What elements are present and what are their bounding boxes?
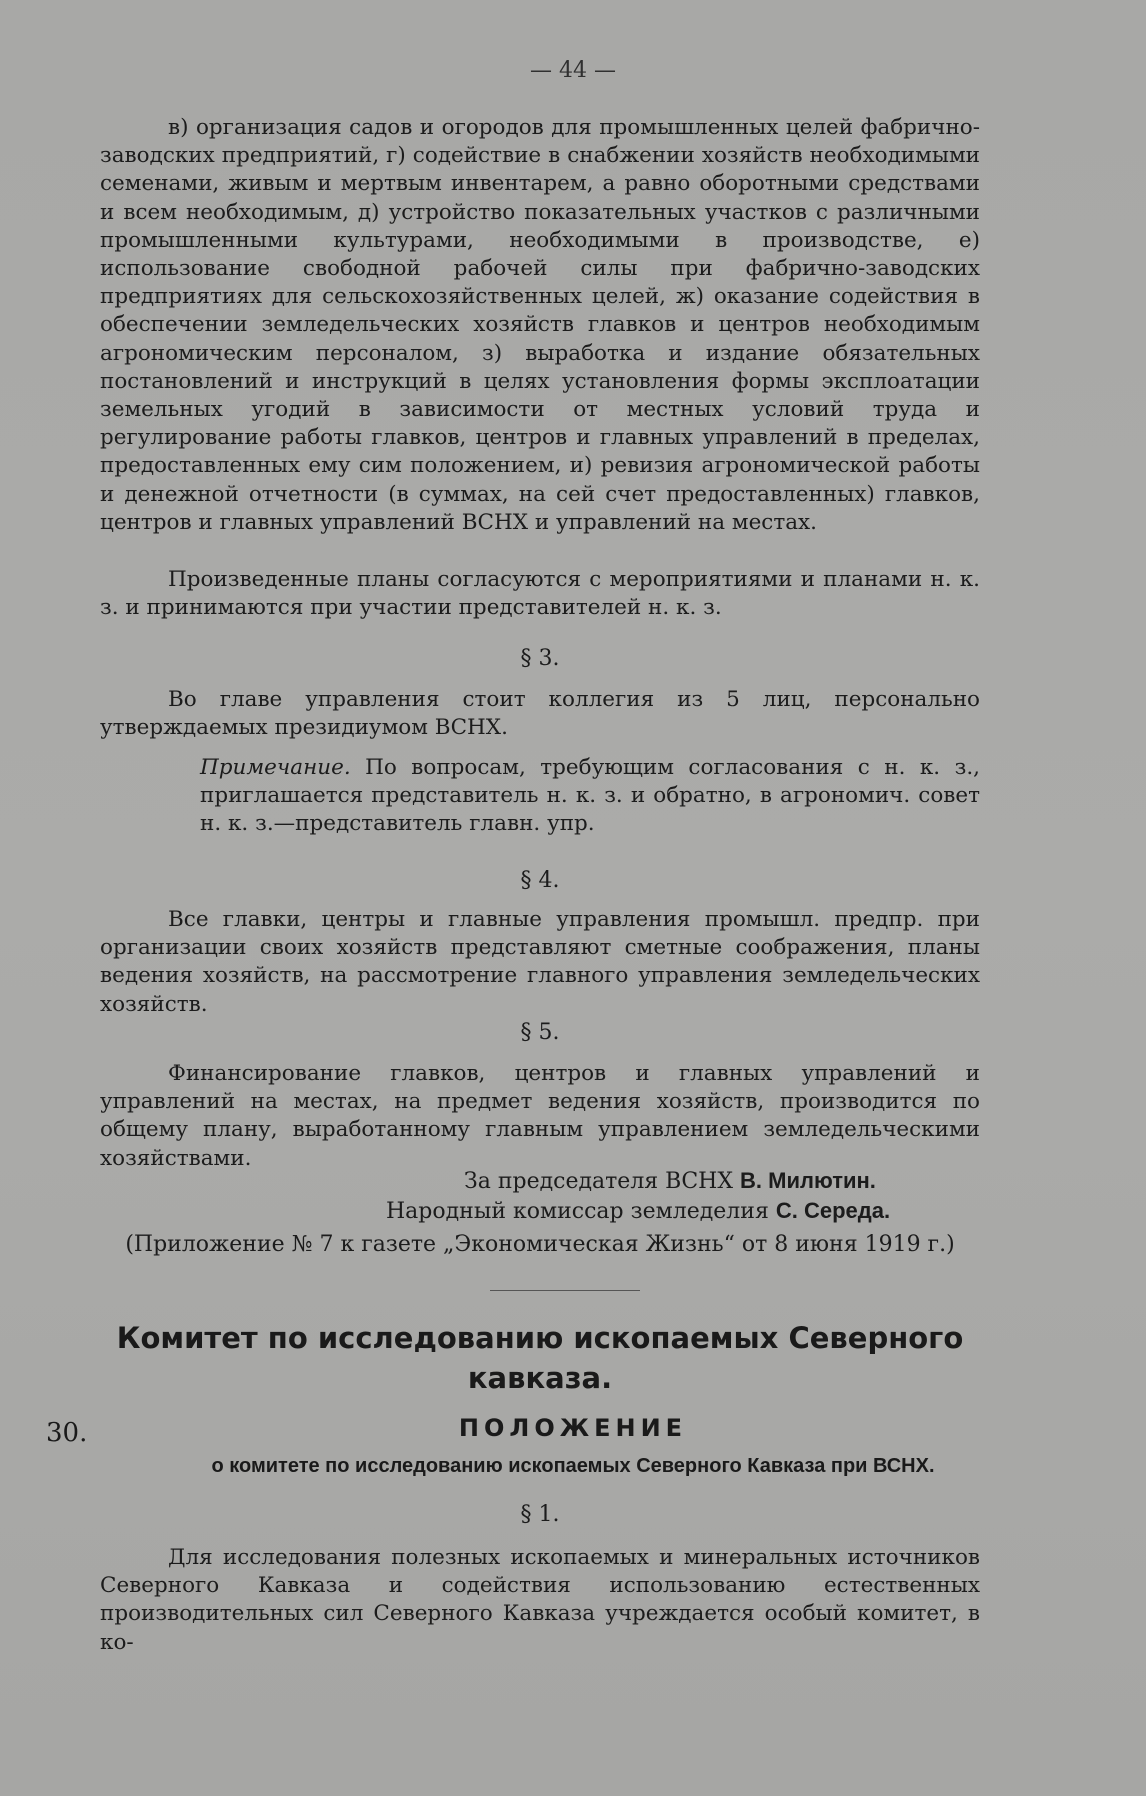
signature-2	[386, 1196, 890, 1227]
signature-1-name: В. Милютин.	[740, 1168, 876, 1193]
note-label: Примечание.	[200, 755, 351, 780]
paragraph-plans: Произведенные планы согласуются с мероприятиями и планами н. к. з. и принимаются при участии представителей н. к. з.	[100, 567, 980, 621]
committee-heading: Комитет по исследованию ископаемых Северного кавказа.	[116, 1321, 964, 1395]
document-type-title: ПОЛОЖЕНИЕ	[458, 1414, 688, 1442]
section-4-text-block	[100, 906, 980, 1019]
note-text: По вопросам, требующим согласования с н. к. з., приглашается представитель н. к. з. и обратно, в агрономич. совет н. к. з.—представитель главн. упр.	[200, 755, 980, 837]
section-1-text-block	[100, 1544, 980, 1657]
margin-number: 30.	[46, 1418, 88, 1448]
signature-2-name: С. Середа.	[775, 1198, 891, 1223]
section-3-block	[100, 644, 980, 674]
paragraph-board: Во главе управления стоит коллегия из 5 лиц, персонально утверждаемых президиумом ВСНХ.	[100, 687, 980, 741]
decree-body-plans	[100, 566, 980, 622]
section-4-heading: § 4.	[520, 868, 560, 893]
paragraph-estimates: Все главки, центры и главные управления промышл. предпр. при организации своих хозяйств представляют сметные соображения, планы ведения хозяйств, на рассмотрение главного управления земледельческих хозяйств.	[100, 907, 980, 1017]
section-5-heading: § 5.	[520, 1020, 560, 1045]
paragraph-committee: Для исследования полезных ископаемых и минеральных источников Северного Кавказа и содействия использованию естественных производительных сил Северного Кавказа учреждается особый комитет, в ко-	[100, 1545, 980, 1655]
note-block	[200, 754, 980, 839]
appendix-note: (Приложение № 7 к газете „Экономическая Жизнь“ от 8 июня 1919 г.)	[125, 1232, 955, 1257]
section-5-text-block	[100, 1060, 980, 1173]
section-1-heading: § 1.	[520, 1502, 560, 1527]
divider	[490, 1290, 640, 1291]
page-number: — 44 —	[530, 58, 616, 83]
section-3-text-block	[100, 686, 980, 742]
paragraph-financing: Финансирование главков, центров и главных управлений и управлений на местах, на предмет ведения хозяйств, производится по общему плану, выработанному главным управлением земледельческими хозяйствами.	[100, 1061, 980, 1171]
signature-2-title: Народный комиссар земледелия	[386, 1199, 769, 1224]
section-5-block	[100, 1018, 980, 1048]
section-3-heading: § 3.	[520, 646, 560, 671]
decree-body-upper	[100, 114, 980, 537]
signature-1	[464, 1166, 876, 1197]
section-4-block	[100, 866, 980, 896]
document-subtitle: о комитете по исследованию ископаемых Северного Кавказа при ВСНХ.	[211, 1455, 935, 1477]
section-1-block	[100, 1500, 980, 1530]
paragraph-functions: в) организация садов и огородов для промышленных целей фабрично-заводских предприятий, г) содействие в снабжении хозяйств необходимыми семенами, живым и мертвым инвентарем, а равно оборотными средствами и всем необходимым, д) устройство показательных участков с различными промышленными культурами, необходимыми в производстве, е) использование свободной рабочей силы при фабрично-заводских предприятиях для сельскохозяйственных целей, ж) оказание содействия в обеспечении земледельческих хозяйств главков и центров необходимым агрономическим персоналом, з) выработка и издание обязательных постановлений и инструкций в целях установления формы эксплоатации земельных угодий в зависимости от местных условий труда и регулирование работы главков, центров и главных управлений в пределах, предоставленных ему сим положением, и) ревизия агрономической работы и денежной отчетности (в суммах, на сей счет предоставленных) главков, центров и главных управлений ВСНХ и управлений на местах.	[100, 115, 980, 535]
signature-1-title: За председателя ВСНХ	[464, 1169, 734, 1194]
